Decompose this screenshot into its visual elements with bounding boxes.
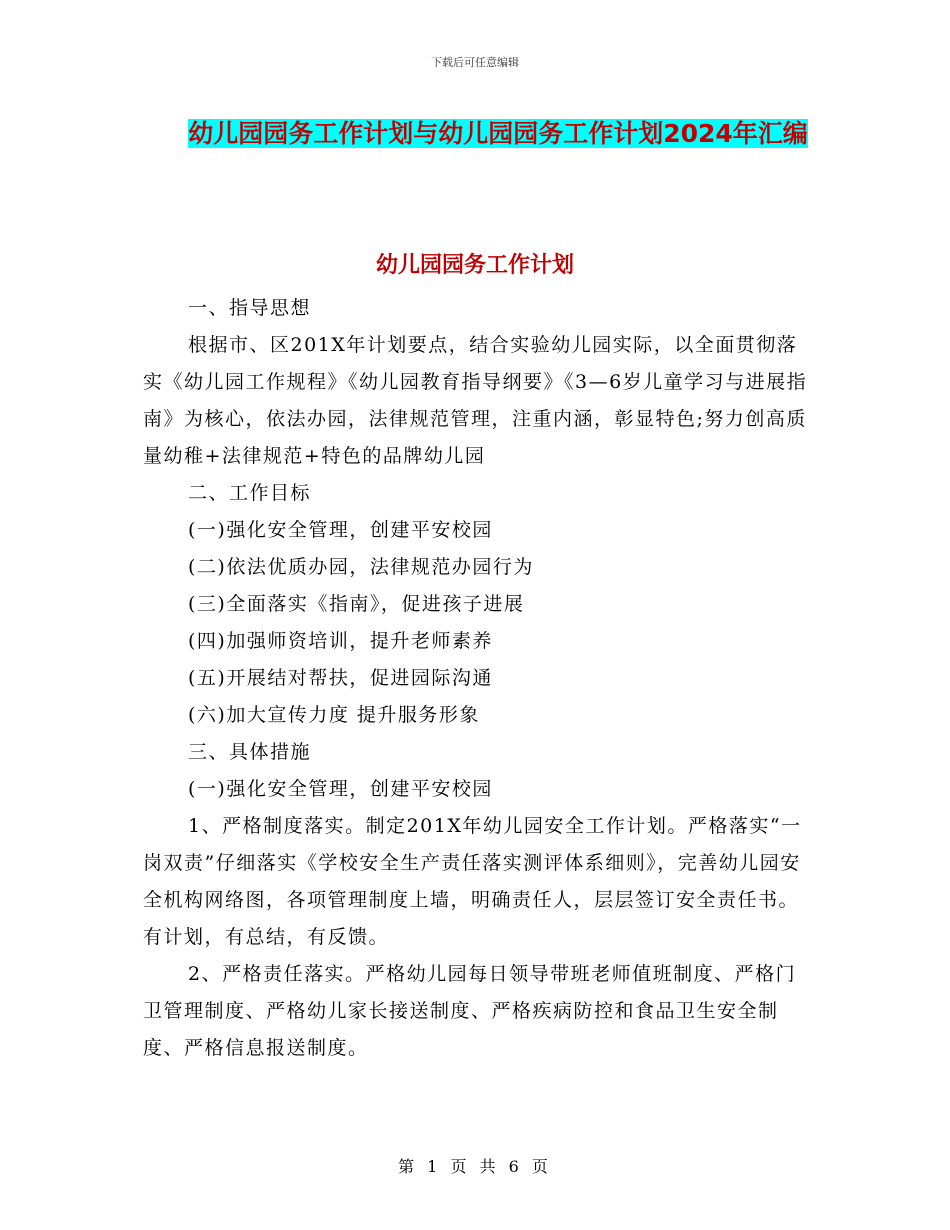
paragraph: (一)强化安全管理，创建平安校园 <box>188 778 493 800</box>
paragraph: (四)加强师资培训，提升老师素养 <box>188 630 493 652</box>
paragraph: 三、具体措施 <box>188 741 312 763</box>
paragraph: 根据市、区201X年计划要点，结合实验幼儿园实际，以全面贯彻落实《幼儿园工作规程》《幼儿园教育指导纲要》《3—6岁儿童学习与进展指南》为核心，依法办园，法律规范管理，注重内涵，彰显特色;努力创高质量幼稚+法律规范+特色的品牌幼儿园 <box>143 334 808 467</box>
paragraph: (二)依法优质办园，法律规范办园行为 <box>188 556 534 578</box>
paragraph: (五)开展结对帮扶，促进园际沟通 <box>188 667 493 689</box>
paragraph: 2、严格责任落实。严格幼儿园每日领导带班老师值班制度、严格门卫管理制度、严格幼儿家长接送制度、严格疾病防控和食品卫生安全制度、严格信息报送制度。 <box>143 963 797 1059</box>
document-title-text: 幼儿园园务工作计划与幼儿园园务工作计划2024年汇编 <box>188 119 808 148</box>
paragraph: (三)全面落实《指南》，促进孩子进展 <box>188 593 525 615</box>
section-title: 幼儿园园务工作计划 <box>375 253 574 278</box>
page-footer: 第 1 页 共 6 页 <box>398 1157 552 1176</box>
document-body <box>143 290 809 1067</box>
document-title <box>186 112 810 156</box>
page-header-note: 下载后可任意编辑 <box>431 56 519 69</box>
paragraph: 1、严格制度落实。制定201X年幼儿园安全工作计划。严格落实“一岗双责”仔细落实《学校安全生产责任落实测评体系细则》，完善幼儿园安全机构网络图，各项管理制度上墙，明确责任人，层层签订安全责任书。有计划，有总结，有反馈。 <box>143 815 802 948</box>
paragraph: (六)加大宣传力度 提升服务形象 <box>188 704 480 726</box>
paragraph: (一)强化安全管理，创建平安校园 <box>188 519 493 541</box>
paragraph: 二、工作目标 <box>188 482 312 504</box>
paragraph: 一、指导思想 <box>188 297 312 319</box>
